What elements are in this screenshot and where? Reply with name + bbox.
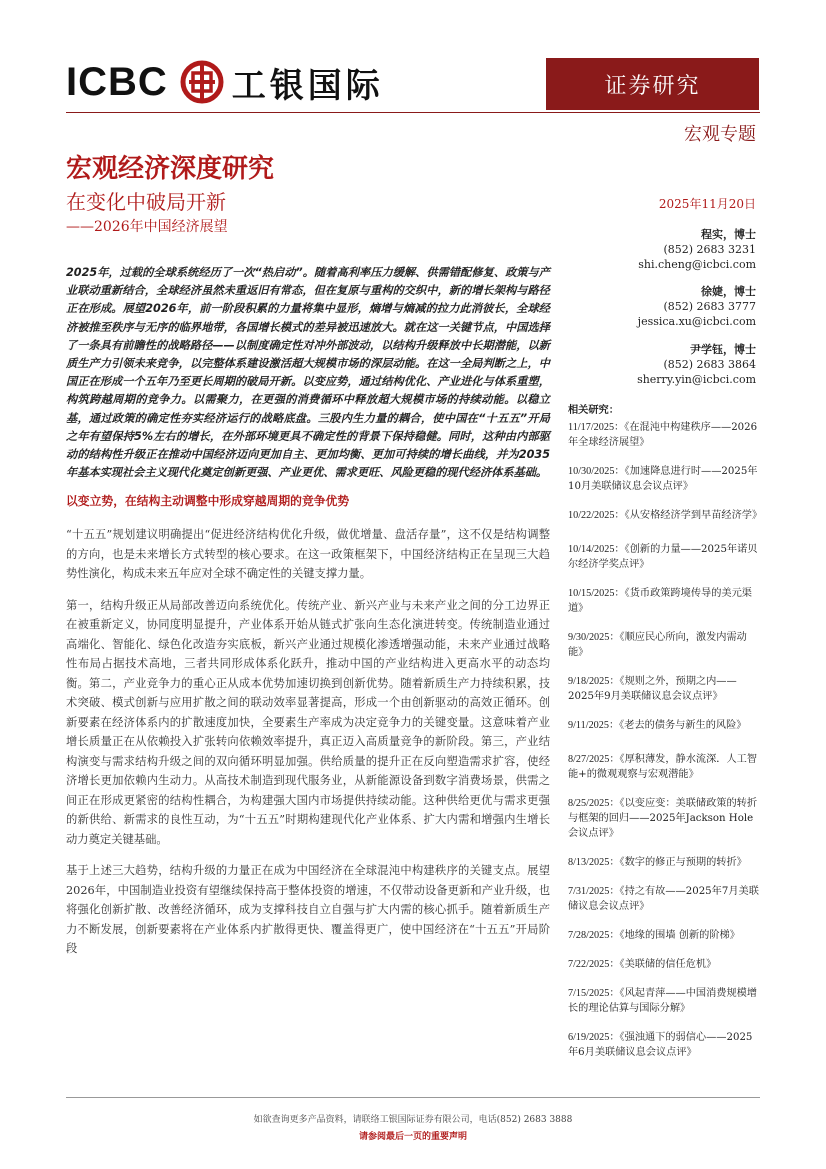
related-item[interactable]	[568, 420, 760, 450]
author-email[interactable]: sherry.yin@icbci.com	[637, 373, 756, 386]
related-date: 6/19/2025	[568, 1032, 610, 1043]
report-date: 2025年11月20日	[658, 197, 756, 211]
related-date: 10/14/2025	[568, 544, 615, 555]
related-item[interactable]	[568, 508, 763, 523]
report-title: 宏观经济深度研究	[66, 154, 275, 184]
related-item[interactable]	[568, 718, 760, 733]
related-item[interactable]	[568, 855, 760, 870]
related-date: 8/27/2025	[568, 754, 610, 765]
related-date: 7/15/2025	[568, 988, 610, 999]
related-date: 8/13/2025	[568, 857, 610, 868]
related-title: ：《货币政策跨境传导的美元渠道》	[568, 588, 752, 614]
company-logo	[66, 58, 406, 106]
related-title: ：《强浊通下的弱信心——2025年6月美联储议息会议点评》	[568, 1032, 753, 1058]
author-name: 徐婕，博士	[701, 285, 756, 298]
related-title: ：《持之有故——2025年7月美联储议息会议点评》	[568, 886, 759, 912]
author-phone: (852) 2683 3864	[663, 358, 756, 371]
author-block	[638, 227, 756, 272]
author-phone: (852) 2683 3231	[663, 243, 756, 256]
author-email[interactable]: shi.cheng@icbci.com	[638, 258, 756, 271]
related-item[interactable]	[568, 986, 760, 1016]
body-paragraph: 基于上述三大趋势，结构升级的力量正在成为中国经济在全球混沌中构建秩序的关键支点。展望2026年，中国制造业投资有望继续保持高于整体投资的增速，不仅带动设备更新和产业升级，也将强化创新扩散、改善经济循环，成为支撑科技自立自强与扩大内需的核心抓手。随着新质生产力不断发展，创新要素将在产业体系内扩散得更快、覆盖得更广，使中国经济在“十五五”开局阶段	[66, 864, 550, 956]
footer-divider	[66, 1097, 760, 1098]
related-date: 11/17/2025	[568, 422, 615, 433]
related-title: ：《顺应民心所向，激发内需动能》	[568, 632, 747, 658]
author-phone: (852) 2683 3777	[663, 300, 756, 313]
related-item[interactable]	[568, 586, 760, 616]
related-date: 9/18/2025	[568, 676, 610, 687]
related-item[interactable]	[568, 630, 760, 660]
related-item[interactable]	[568, 752, 760, 782]
related-title: ：《从安格经济学到早苗经济学》	[614, 510, 763, 521]
related-item[interactable]	[568, 542, 760, 572]
related-title: ：《厚积薄发，静水流深．人工智能+的微观观察与宏观潜能》	[568, 754, 758, 780]
related-date: 7/31/2025	[568, 886, 610, 897]
related-title: ：《风起青萍——中国消费规模增长的理论估算与国际分解》	[568, 988, 758, 1014]
related-title: ：《规则之外，预期之内——2025年9月美联储议息会议点评》	[568, 676, 737, 702]
related-title: ：《以变应变：美联储政策的转折与框架的回归——2025年Jackson Hole会议点评》	[568, 798, 758, 839]
related-date: 7/22/2025	[568, 959, 610, 970]
main-content	[66, 264, 550, 971]
logo-english: ICBC	[66, 59, 168, 104]
related-title: ：《在混沌中构建秩序——2026年全球经济展望》	[568, 422, 758, 448]
related-heading: 相关研究：	[568, 405, 619, 416]
related-date: 9/30/2025	[568, 632, 610, 643]
related-title: ：《加速降息进行时——2025年10月美联储议息会议点评》	[568, 466, 758, 492]
author-block	[637, 342, 756, 387]
related-item[interactable]	[568, 1030, 760, 1060]
related-date: 10/15/2025	[568, 588, 615, 599]
author-email[interactable]: jessica.xu@icbci.com	[637, 315, 756, 328]
header-divider	[66, 112, 760, 113]
related-item[interactable]	[568, 464, 760, 494]
related-date: 10/22/2025	[568, 510, 615, 521]
body-paragraph: 第一，结构升级正从局部改善迈向系统优化。传统产业、新兴产业与未来产业之间的分工边界正在被重新定义，协同度明显提升，产业体系开始从链式扩张向生态化演进转变。传统制造业通过高端化、智能化、绿色化改造夯实底板，新兴产业通过规模化渗透增强动能，未来产业通过战略性布局占据技术高地，三者共同形成体系化跃升，推动中国的产业结构进入更高水平的动态均衡。第二，产业竞争力的重心正从成本优势加速切换到创新优势。随着新质生产力持续积累，技术突破、模式创新与应用扩散之间的联动效率显著提高，形成一个由创新驱动的高效正循环。创新要素在经济体系内的扩散速度加快，全要素生产率成为决定竞争力的关键变量。这意味着产业增长质量正在从依赖投入扩张转向依赖效率提升，真正迈入高质量竞争的新阶段。第三，产业结构演变与需求结构升级之间的双向循环明显加强。供给质量的提升正在反向塑造需求扩容，使经济增长更加依赖内生动力。从高技术制造到现代服务业，从新能源设备到数字消费场景，供需之间正在形成更紧密的结构性耦合，为构建强大国内市场提供持续动能。这种供给更优与需求更强的新供给、新需求的良性互动，为“十五五”时期构建现代化产业体系、扩大内需和增强内生增长动力奠定关键基础。	[66, 598, 550, 846]
subcategory-label: 宏观专题	[684, 124, 756, 145]
footer-disclaimer: 请参阅最后一页的重要声明	[358, 1132, 467, 1142]
related-item[interactable]	[568, 928, 760, 943]
report-subtitle: 在变化中破局开新	[66, 190, 226, 214]
category-banner: 证券研究	[546, 58, 759, 110]
related-date: 7/28/2025	[568, 930, 610, 941]
body-paragraph: “十五五”规划建议明确提出“促进经济结构优化升级，做优增量、盘活存量”，这不仅是结构调整的方向，也是未来增长方式转型的核心要求。在这一政策框架下，中国经济结构正在呈现三大趋势性演化，构成未来五年应对全球不确定性的关键支撑力量。	[66, 528, 550, 581]
section-heading: 以变立势，在结构主动调整中形成穿越周期的竞争优势	[66, 494, 350, 509]
related-item[interactable]	[568, 957, 760, 972]
related-title: ：《地缘的围墙 创新的阶梯》	[609, 930, 740, 941]
related-item[interactable]	[568, 884, 760, 914]
related-title: ：《创新的力量——2025年诺贝尔经济学奖点评》	[568, 544, 758, 570]
related-date: 8/25/2025	[568, 798, 610, 809]
author-name: 尹学钰，博士	[690, 343, 756, 356]
footer-contact: 如欲查询更多产品资料，请联络工银国际证券有限公司，电话(852) 2683 3888	[253, 1115, 573, 1125]
author-name: 程实，博士	[701, 228, 756, 241]
related-item[interactable]	[568, 796, 760, 841]
related-title: ：《老去的债务与新生的风险》	[608, 720, 747, 731]
related-title: ：《数字的修正与预期的转折》	[609, 857, 747, 868]
report-subtitle-secondary: ——2026年中国经济展望	[66, 219, 228, 235]
author-block	[638, 284, 756, 329]
related-title: ：《美联储的信任危机》	[609, 959, 717, 970]
related-item[interactable]	[568, 674, 760, 704]
icbc-seal-icon	[180, 60, 224, 104]
related-date: 10/30/2025	[568, 466, 615, 477]
related-research	[568, 403, 763, 1060]
logo-chinese: 工银国际	[231, 65, 384, 106]
summary-paragraph: 2025年，过载的全球系统经历了一次“热启动”。随着高利率压力缓解、供需错配修复、政策与产业联动重新结合，全球经济虽然未重返旧有常态，但在复原与重构的交织中，新的增长架构与路径正在形成。展望2026年，前一阶段积累的力量将集中显形，熵增与熵减的拉力此消彼长，全球经济被推至秩序与无序的临界地带，各国增长模式的差异被迅速放大。就在这一关键节点，中国选择了一条具有前瞻性的战略路径——以制度确定性对冲外部波动，以结构升级释放中长期潜能，以新质生产力引领未来竞争，以完整体系建设激活超大规模市场的深层动能。在这一全局判断之上，中国正在形成一个五年乃至更长周期的破局开新。以变应势，通过结构优化、产业进化与体系重塑，构筑跨越周期的竞争力。以需聚力，在更强的消费循环中释放超大规模市场的持续动能。以稳立基，通过政策的确定性夯实经济运行的战略底盘。三股内生力量的耦合，使中国在“十五五”开局之年有望保持5%左右的增长，在外部环境更具不确定性的背景下保持稳健。同时，这种由内部驱动的结构性升级正在推动中国经济迈向更加自主、更加均衡、更加可持续的增长曲线，并为2035年基本实现社会主义现代化奠定创新更强、产业更优、需求更旺、风险更稳的现代经济体系基础。	[66, 266, 550, 480]
related-date: 9/11/2025	[568, 720, 609, 731]
